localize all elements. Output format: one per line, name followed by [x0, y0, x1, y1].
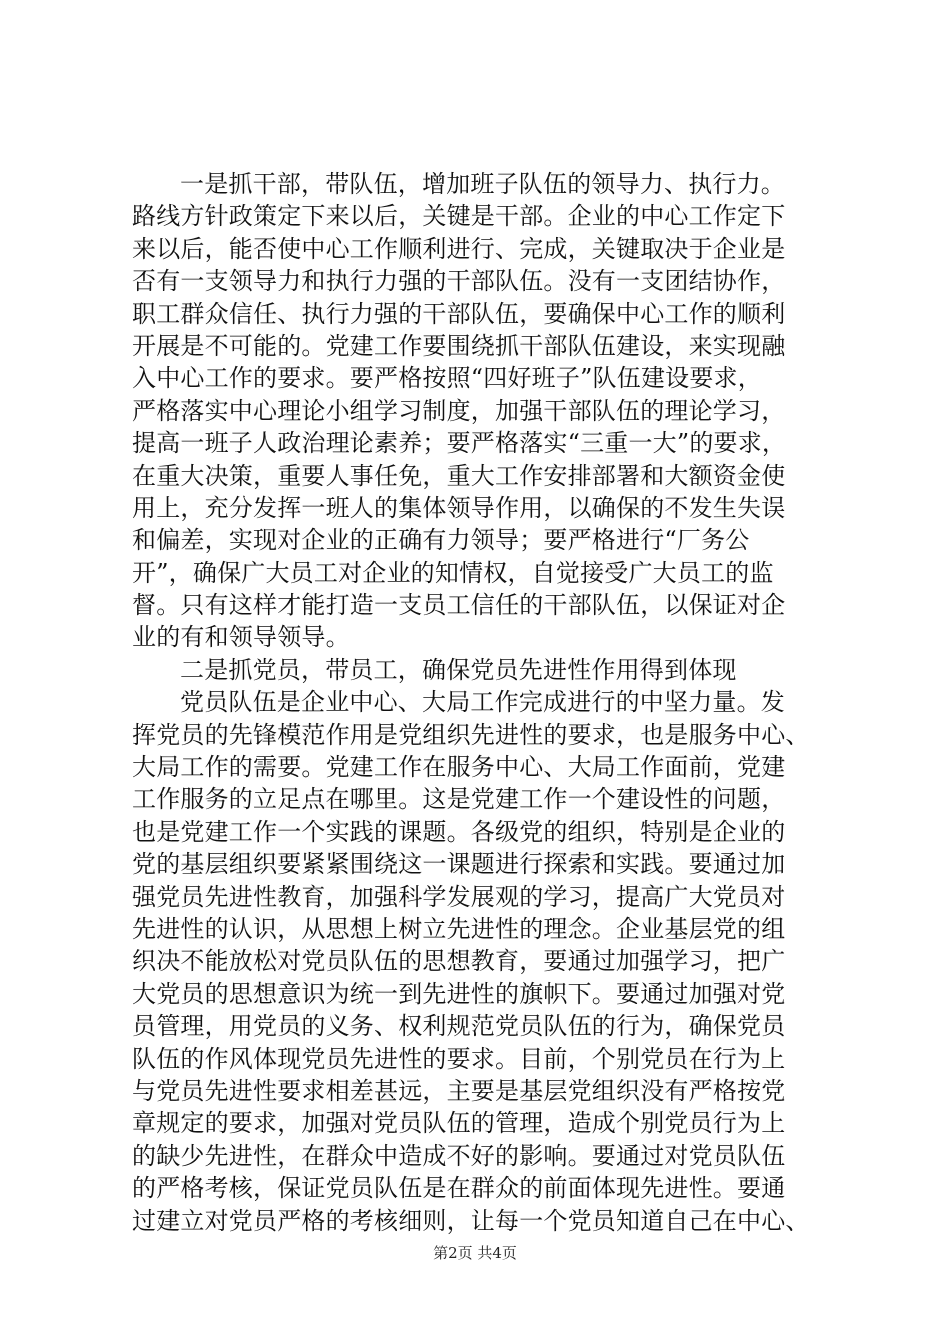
document-body — [132, 168, 832, 1237]
text-line: 提高一班子人政治理论素养；要严格落实“三重一大”的要求， — [132, 429, 787, 458]
text-line: 业的有和领导领导。 — [132, 623, 350, 652]
text-line: 过建立对党员严格的考核细则，让每一个党员知道自己在中心、 — [132, 1206, 810, 1235]
text-line: 一是抓干部，带队伍，增加班子队伍的领导力、执行力。 — [180, 170, 785, 198]
text-line: 在重大决策，重要人事任免，重大工作安排部署和大额资金使 — [132, 461, 786, 490]
text-line: 大党员的思想意识为统一到先进性的旗帜下。要通过加强对党 — [132, 979, 786, 1008]
text-line: 入中心工作的要求。要严格按照“四好班子”队伍建设要求， — [132, 364, 762, 393]
text-line: 员管理，用党员的义务、权利规范党员队伍的行为，确保党员 — [132, 1012, 786, 1041]
text-line: 挥党员的先锋模范作用是党组织先进性的要求，也是服务中心、 — [132, 720, 810, 749]
text-line: 大局工作的需要。党建工作在服务中心、大局工作面前，党建 — [132, 753, 786, 782]
text-line: 用上，充分发挥一班人的集体领导作用，以确保的不发生失误 — [132, 493, 786, 522]
text-line: 职工群众信任、执行力强的干部队伍，要确保中心工作的顺利 — [132, 299, 786, 328]
text-line: 二是抓党员，带员工，确保党员先进性作用得到体现 — [180, 655, 737, 684]
text-line: 开展是不可能的。党建工作要围绕抓干部队伍建设，来实现融 — [132, 331, 786, 360]
text-line: 也是党建工作一个实践的课题。各级党的组织，特别是企业的 — [132, 817, 786, 846]
text-line: 的严格考核，保证党员队伍是在群众的前面体现先进性。要通 — [132, 1174, 786, 1203]
text-line: 章规定的要求，加强对党员队伍的管理，造成个别党员行为上 — [132, 1109, 786, 1138]
text-line: 督。只有这样才能打造一支员工信任的干部队伍，以保证对企 — [132, 591, 786, 620]
text-line: 的缺少先进性，在群众中造成不好的影响。要通过对党员队伍 — [132, 1141, 786, 1170]
text-line: 路线方针政策定下来以后，关键是干部。企业的中心工作定下 — [132, 202, 786, 231]
text-line: 强党员先进性教育，加强科学发展观的学习，提高广大党员对 — [132, 882, 786, 911]
text-line: 党员队伍是企业中心、大局工作完成进行的中坚力量。发 — [180, 688, 785, 717]
text-line: 与党员先进性要求相差甚远，主要是基层党组织没有严格按党 — [132, 1076, 786, 1105]
text-line: 党的基层组织要紧紧围绕这一课题进行探索和实践。要通过加 — [132, 850, 786, 879]
text-line: 严格落实中心理论小组学习制度，加强干部队伍的理论学习， — [132, 396, 786, 425]
text-line: 来以后，能否使中心工作顺利进行、完成，关键取决于企业是 — [132, 234, 786, 263]
text-line: 工作服务的立足点在哪里。这是党建工作一个建设性的问题， — [132, 785, 786, 814]
text-line: 队伍的作风体现党员先进性的要求。目前，个别党员在行为上 — [132, 1044, 786, 1073]
page-footer: 第2页 共4页 — [433, 1244, 517, 1262]
text-line: 先进性的认识，从思想上树立先进性的理念。企业基层党的组 — [132, 914, 786, 943]
text-line: 和偏差，实现对企业的正确有力领导；要严格进行“厂务公 — [132, 526, 750, 555]
text-line: 开”，确保广大员工对企业的知情权，自觉接受广大员工的监 — [132, 558, 774, 587]
text-line: 织决不能放松对党员队伍的思想教育，要通过加强学习，把广 — [132, 947, 786, 976]
text-line: 否有一支领导力和执行力强的干部队伍。没有一支团结协作， — [132, 267, 786, 296]
